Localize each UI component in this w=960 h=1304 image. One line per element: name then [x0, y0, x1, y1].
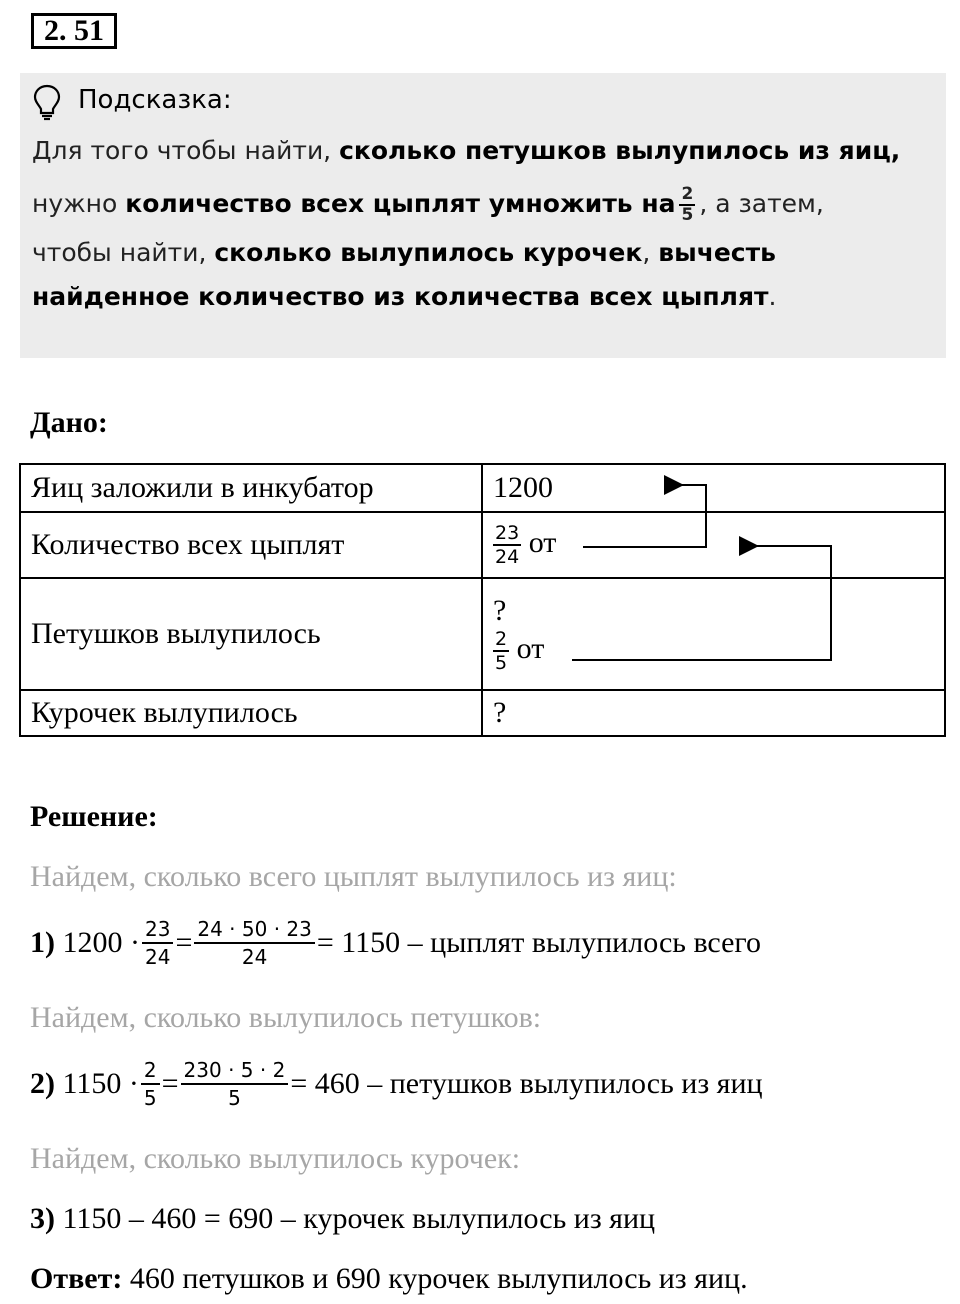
step-1: 1) 1200 · $\frac{23}{24}$ = $\frac{24 \cdot 50 \cdot 23}{24}$ = 1150 – цыплят вылупилось всего [30, 917, 761, 969]
table-row [20, 690, 945, 736]
table-row [20, 578, 945, 690]
row-label: Яиц заложили в инкубатор [20, 464, 482, 512]
fraction: $\frac{24 \cdot 50 \cdot 23}{24}$ [194, 916, 315, 970]
row-value: $\frac{23}{24}$ от [482, 512, 945, 578]
table-row [20, 512, 945, 578]
hint-title: Подсказка: [78, 85, 232, 115]
fraction: $\frac{2}{5}$ [495, 628, 508, 674]
step-3: 3) 1150 – 460 = 690 – курочек вылупилось из яиц [30, 1202, 656, 1235]
step-note-1: Найдем, сколько всего цыплят вылупилось из яиц: [30, 860, 677, 893]
row-value: ? $\frac{2}{5}$ от [482, 578, 945, 690]
row-value: ? [482, 690, 945, 736]
solution-title: Решение: [30, 800, 158, 833]
fraction: $\frac{2}{5}$ [141, 1057, 160, 1111]
fraction: $\frac{23}{24}$ [142, 916, 173, 970]
row-label: Количество всех цыплят [20, 512, 482, 578]
table-row [20, 464, 945, 512]
step-2: 2) 1150 · $\frac{2}{5}$ = $\frac{230 \cdot 5 \cdot 2}{5}$ = 460 – петушков вылупилось из яиц [30, 1058, 763, 1110]
fraction: $\frac{230 \cdot 5 \cdot 2}{5}$ [181, 1057, 289, 1111]
answer: Ответ: 460 петушков и 690 курочек вылупилось из яиц. [30, 1262, 748, 1295]
hint-line-3: чтобы найти, сколько вылупилось курочек, вычесть [32, 238, 776, 267]
hint-line-1: Для того чтобы найти, сколько петушков вылупилось из яиц, [32, 136, 901, 165]
row-label: Петушков вылупилось [20, 578, 482, 690]
question-mark: ? [493, 594, 507, 627]
row-value: 1200 [482, 464, 945, 512]
hint-line-2: нужно количество всех цыплят умножить на $\frac{2}{5}$ , а затем, [32, 184, 824, 225]
hint-fraction: $\frac{2}{5}$ [681, 184, 694, 225]
lightbulb-icon [32, 83, 62, 121]
given-table [19, 463, 946, 737]
step-note-3: Найдем, сколько вылупилось курочек: [30, 1142, 521, 1175]
hint-box [20, 73, 946, 358]
hint-line-4: найденное количество из количества всех цыплят. [32, 282, 777, 311]
step-note-2: Найдем, сколько вылупилось петушков: [30, 1001, 542, 1034]
fraction: $\frac{23}{24}$ [495, 522, 520, 568]
row-label: Курочек вылупилось [20, 690, 482, 736]
given-title: Дано: [30, 406, 108, 439]
problem-number: 2. 51 [31, 13, 117, 49]
